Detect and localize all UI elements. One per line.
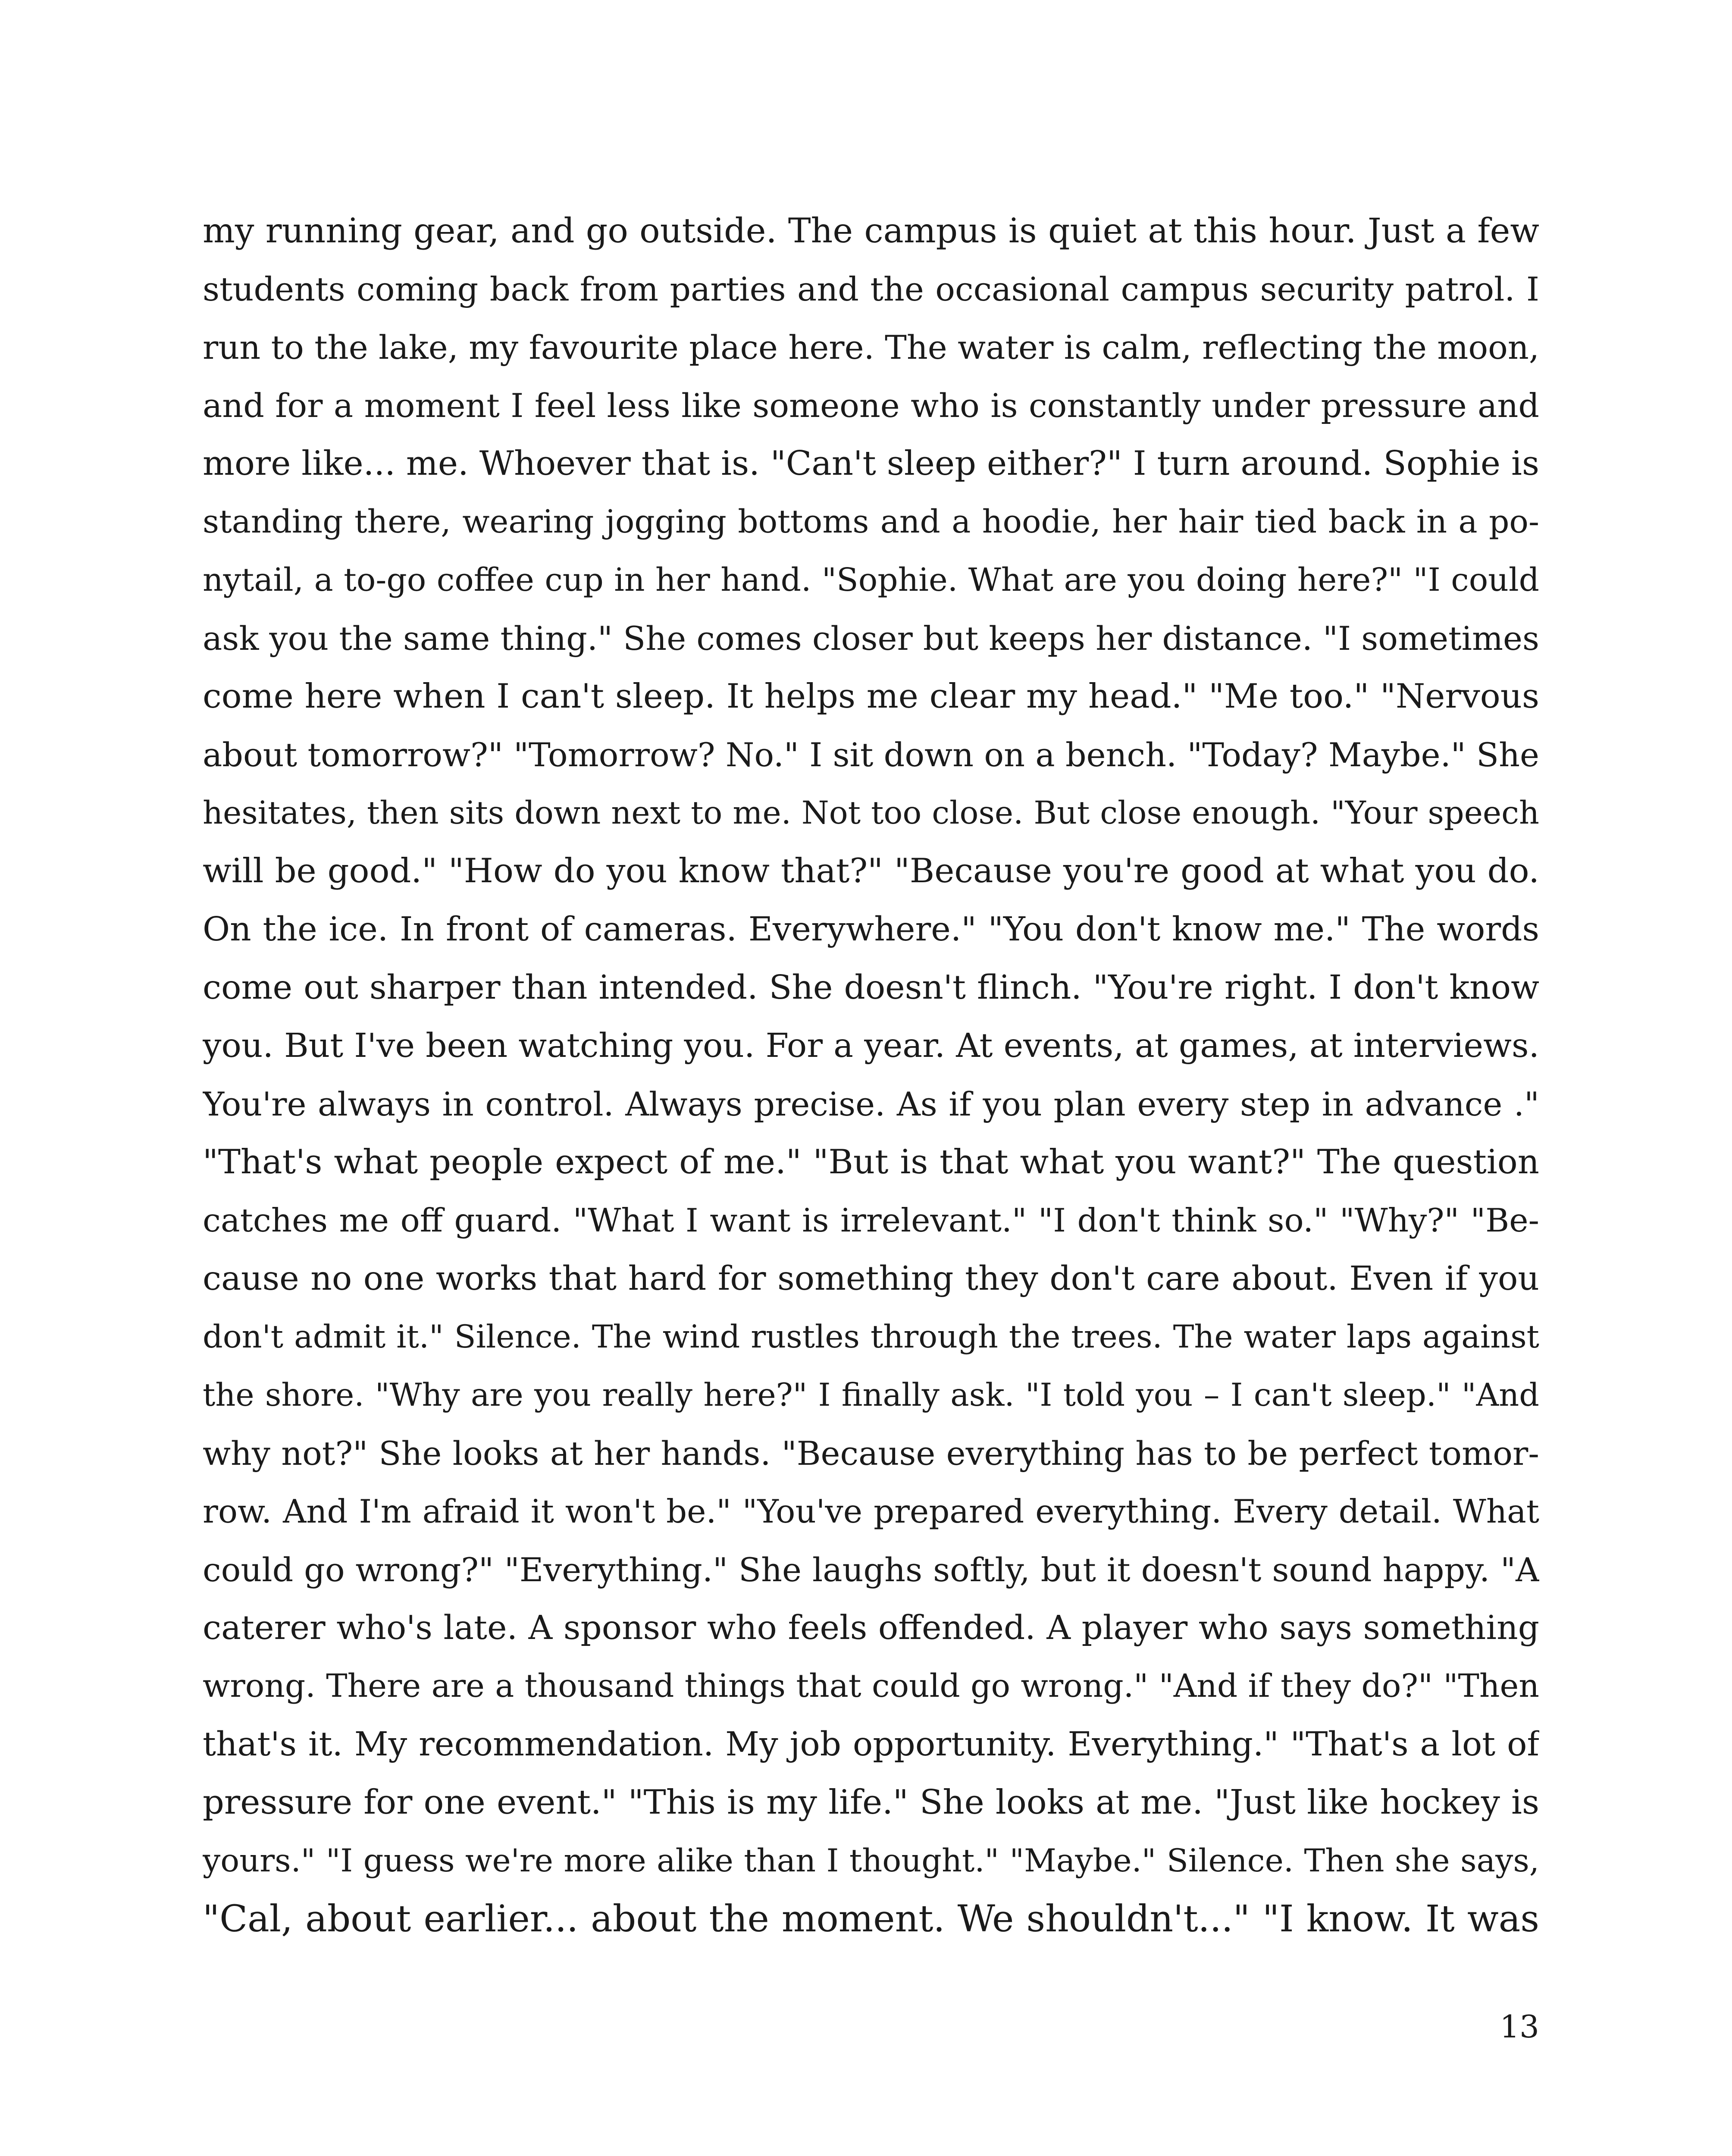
text-line: cause no one works that hard for something they don't care about. Even if you	[203, 1260, 1539, 1298]
text-line: nytail, a to-go coffee cup in her hand. "Sophie. What are you doing here?" "I could	[203, 561, 1539, 599]
text-line: you. But I've been watching you. For a year. At events, at games, at interviews.	[203, 1027, 1539, 1065]
text-line: pressure for one event." "This is my life." She looks at me. "Just like hockey is	[203, 1783, 1539, 1822]
text-line: standing there, wearing jogging bottoms and a hoodie, her hair tied back in a po-	[203, 503, 1539, 540]
text-line: my running gear, and go outside. The campus is quiet at this hour. Just a few	[203, 211, 1539, 251]
text-line: yours." "I guess we're more alike than I thought." "Maybe." Silence. Then she says,	[203, 1843, 1539, 1879]
text-line: hesitates, then sits down next to me. Not too close. But close enough. "Your speech	[203, 795, 1539, 831]
page-number: 13	[1500, 2009, 1539, 2045]
text-line: On the ice. In front of cameras. Everywhere." "You don't know me." The words	[203, 910, 1539, 949]
text-line: You're always in control. Always precise. As if you plan every step in advance ."	[203, 1085, 1539, 1123]
text-line: "Cal, about earlier... about the moment. We shouldn't..." "I know. It was	[203, 1898, 1539, 1940]
text-line: run to the lake, my favourite place here. The water is calm, reflecting the moon,	[203, 328, 1539, 367]
text-line: that's it. My recommendation. My job opportunity. Everything." "That's a lot of	[203, 1725, 1539, 1764]
text-line: about tomorrow?" "Tomorrow? No." I sit down on a bench. "Today? Maybe." She	[203, 736, 1539, 774]
text-line: "That's what people expect of me." "But is that what you want?" The question	[203, 1143, 1539, 1181]
body-text	[203, 202, 1539, 1948]
text-line: caterer who's late. A sponsor who feels offended. A player who says something	[203, 1609, 1539, 1647]
text-line: wrong. There are a thousand things that could go wrong." "And if they do?" "Then	[203, 1667, 1539, 1705]
text-line: why not?" She looks at her hands. "Because everything has to be perfect tomor-	[203, 1434, 1539, 1473]
text-line: row. And I'm afraid it won't be." "You've prepared everything. Every detail. What	[203, 1492, 1539, 1530]
text-line: will be good." "How do you know that?" "Because you're good at what you do.	[203, 852, 1539, 890]
text-line: and for a moment I feel less like someone who is constantly under pressure and	[203, 386, 1539, 425]
text-line: students coming back from parties and the occasional campus security patrol. I	[203, 270, 1539, 308]
text-line: don't admit it." Silence. The wind rustles through the trees. The water laps against	[203, 1319, 1539, 1355]
text-line: catches me off guard. "What I want is irrelevant." "I don't think so." "Why?" "Be-	[203, 1201, 1539, 1239]
text-line: come out sharper than intended. She doesn't flinch. "You're right. I don't know	[203, 968, 1539, 1007]
text-line: more like... me. Whoever that is. "Can't sleep either?" I turn around. Sophie is	[203, 444, 1539, 483]
text-line: come here when I can't sleep. It helps me clear my head." "Me too." "Nervous	[203, 677, 1539, 716]
text-line: could go wrong?" "Everything." She laughs softly, but it doesn't sound happy. "A	[203, 1551, 1539, 1589]
text-line: ask you the same thing." She comes closer but keeps her distance. "I sometimes	[203, 619, 1539, 658]
text-line: the shore. "Why are you really here?" I finally ask. "I told you – I can't sleep." "And	[203, 1377, 1539, 1413]
